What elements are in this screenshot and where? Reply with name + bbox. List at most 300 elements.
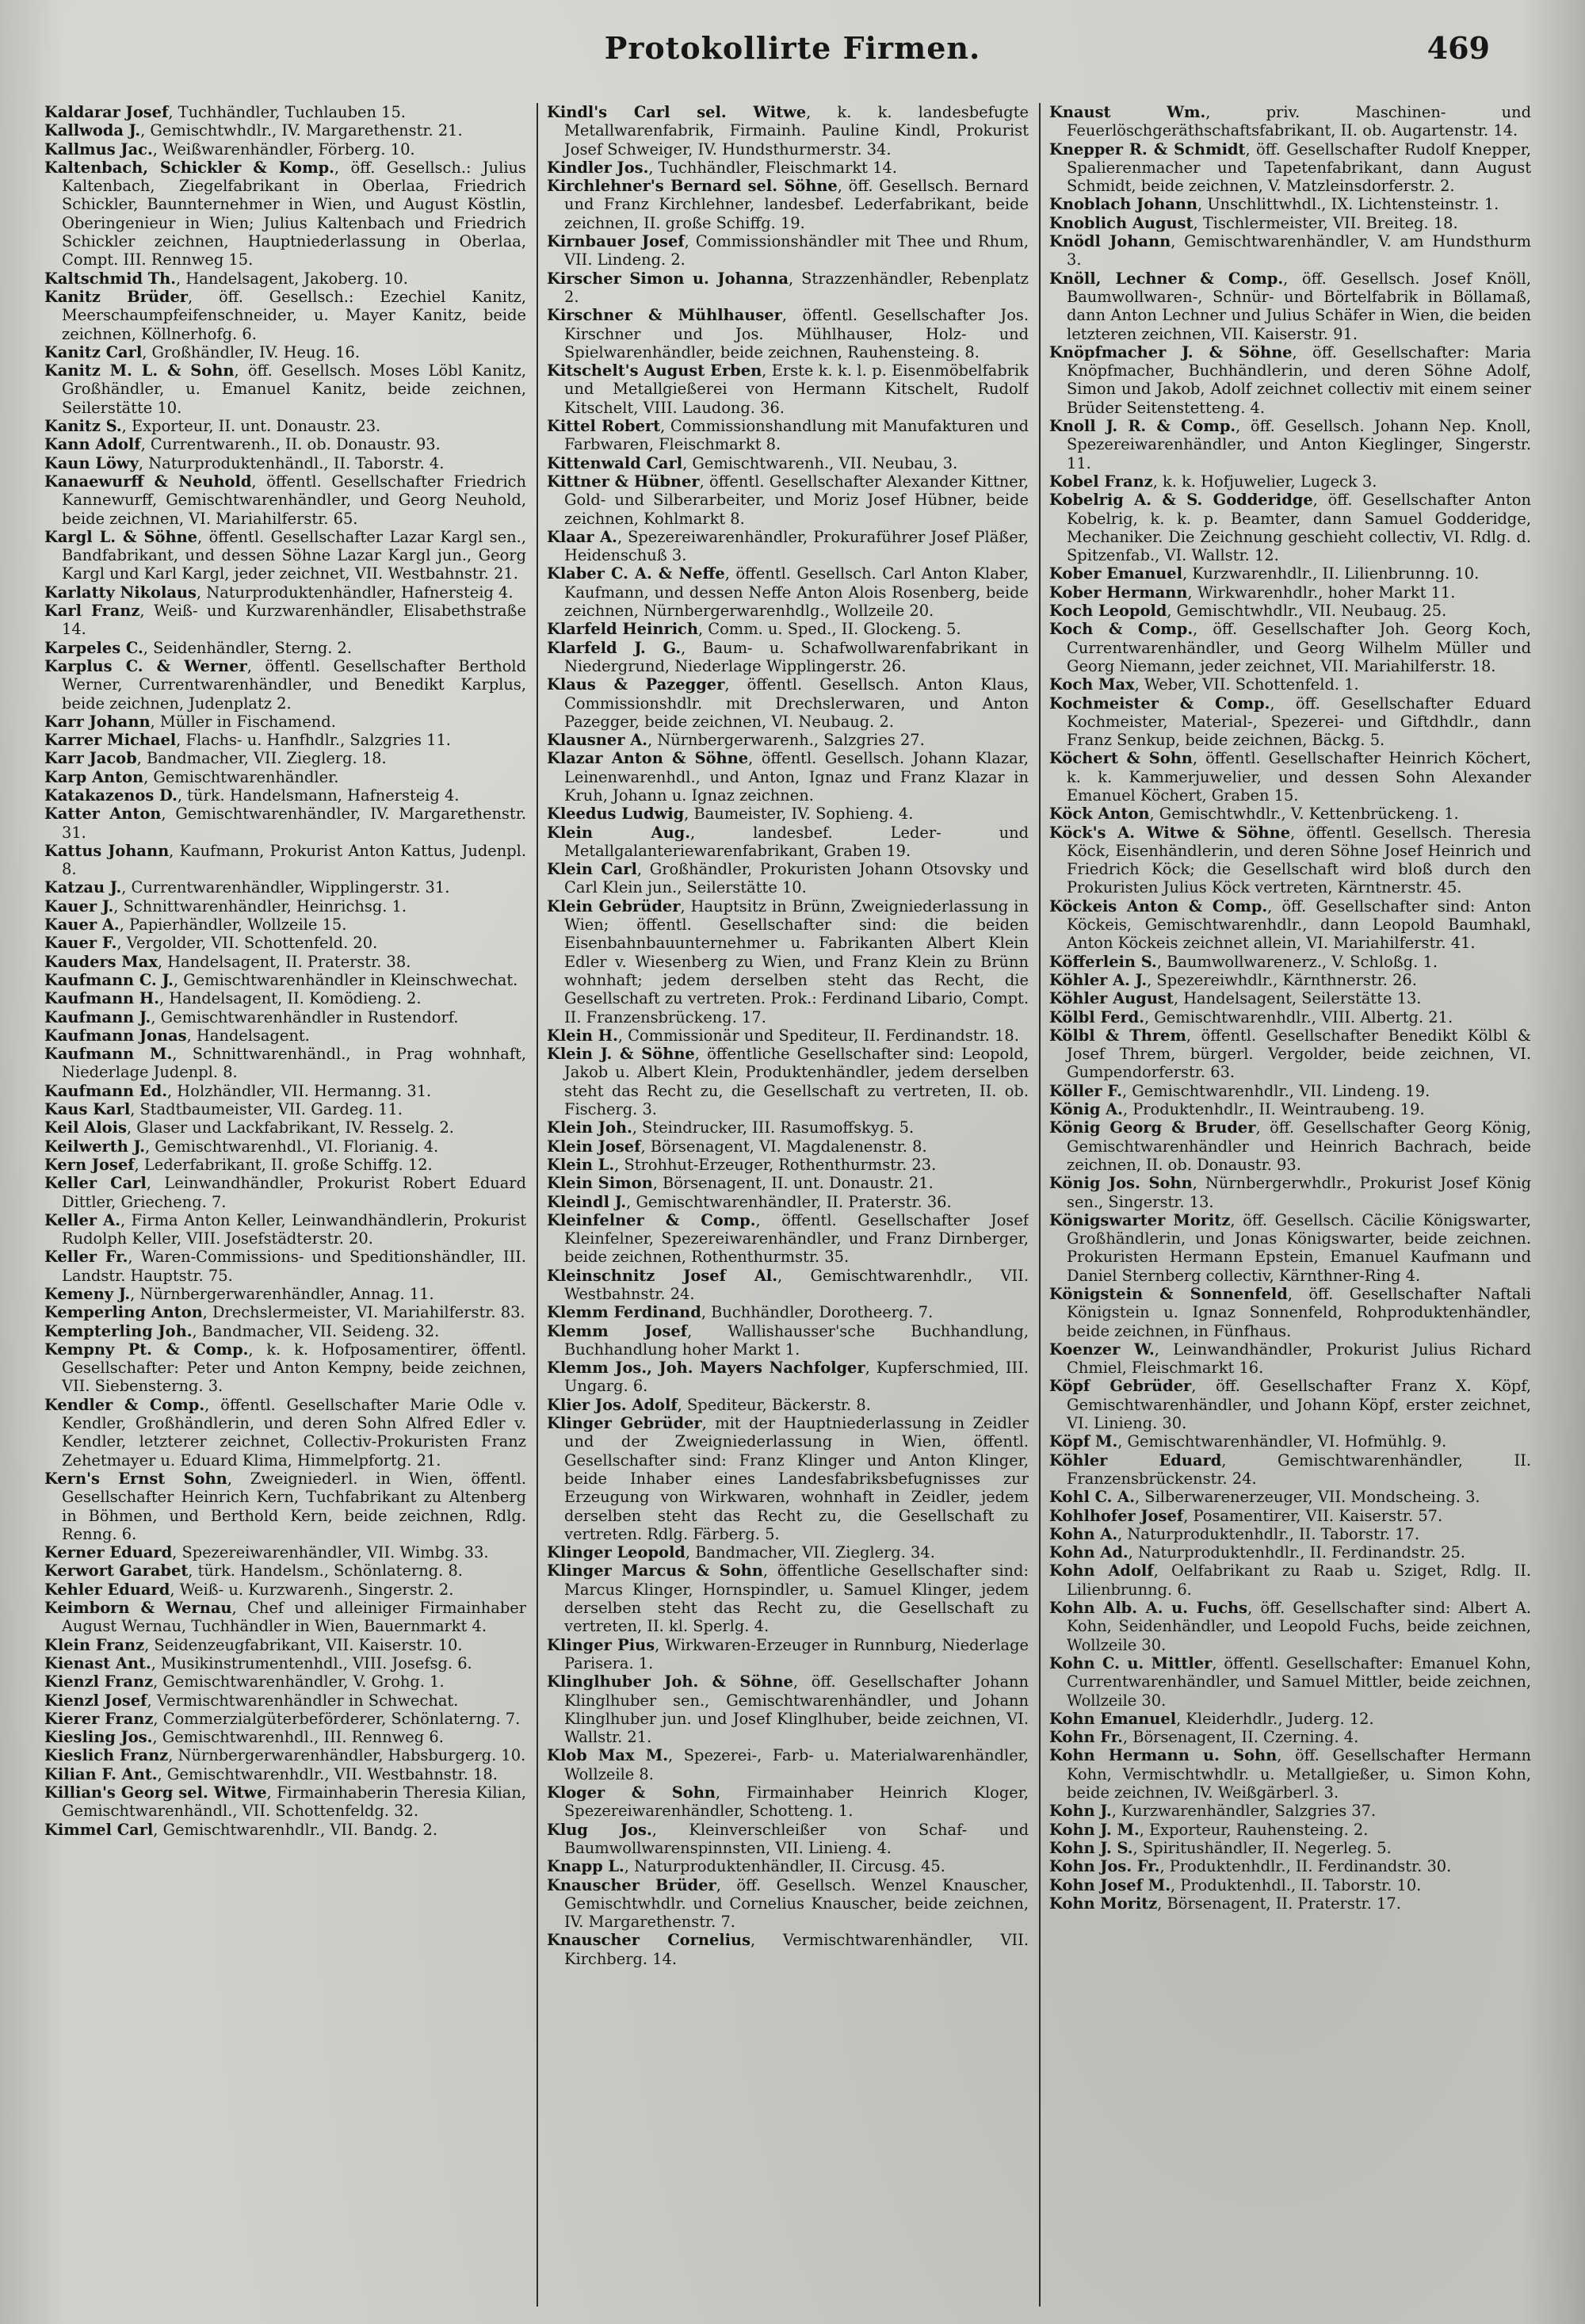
firm-details: , Gemischtwarenhändler. — [143, 767, 339, 786]
firm-details: , Firmainhaber Heinrich Kloger, Spezereiwarenhändler, Schotteng. 1. — [564, 1783, 1029, 1821]
firm-name: Keller Carl — [44, 1174, 147, 1193]
firm-entry — [1049, 824, 1531, 897]
firm-name: Klaar A. — [547, 527, 617, 546]
firm-name: Koch Max — [1049, 675, 1135, 694]
firm-entry — [44, 897, 526, 915]
firm-entry — [44, 1340, 526, 1396]
firm-details: , Posamentirer, VII. Kaiserstr. 57. — [1183, 1506, 1443, 1525]
firm-details: , Glaser und Lackfabrikant, IV. Resselg. 2. — [126, 1118, 454, 1137]
firm-details: , Chef und alleiniger Firmainhaber August Wernau, Tuchhändler in Wien, Bauernmarkt 4. — [62, 1599, 526, 1636]
firm-entry — [1049, 694, 1531, 750]
firm-entry — [44, 1285, 526, 1303]
firm-name: Karrer Michael — [44, 731, 177, 750]
firm-entry — [1049, 1543, 1531, 1561]
firm-details: , öff. Gesellschafter: Maria Knöpfmacher, Buchhändlerin, und deren Söhne Adolf, Simon und Jakob, Adolf zeichnet collectiv mit einem seiner Brüder Seitenstetteng. 4. — [1067, 342, 1531, 417]
firm-name: Knöll, Lechner & Comp. — [1049, 269, 1284, 288]
firm-details: , Vermischtwarenhändler, VII. Kirchberg. 14. — [564, 1931, 1029, 1968]
firm-name: Kaldarar Josef — [44, 103, 169, 121]
firm-name: Kobelrig A. & S. Godderidge — [1049, 491, 1313, 510]
firm-entry — [44, 1100, 526, 1118]
column-1 — [44, 103, 526, 2307]
firm-entry — [1049, 269, 1531, 343]
firm-details: , Stadtbaumeister, VII. Gardeg. 11. — [130, 1100, 403, 1119]
firm-name: Klein J. & Söhne — [547, 1045, 695, 1064]
firm-details: , Waren-Commissions- und Speditionshändler, III. Landstr. Hauptstr. 75. — [62, 1248, 526, 1285]
firm-entry — [1049, 1118, 1531, 1174]
firm-entry — [44, 602, 526, 639]
firm-entry — [547, 1746, 1029, 1783]
firm-name: Kemperling Anton — [44, 1303, 203, 1322]
firm-details: , Spezerei-, Farb- u. Materialwarenhändler, Wollzeile 8. — [564, 1746, 1029, 1783]
firm-details: , türk. Handelsm., Schönlaterng. 8. — [188, 1561, 463, 1581]
firm-name: Klaber C. A. & Neffe — [547, 564, 725, 583]
firm-details: , Tischlermeister, VII. Breiteg. 18. — [1193, 213, 1458, 232]
firm-details: , Musikinstrumentenhdl., VIII. Josefsg. 6. — [151, 1653, 472, 1672]
firm-details: , öffentliche Gesellschafter sind: Marcus Klinger, Hornspindler, u. Samuel Klinger, jedem derselben steht das Recht zu, die Gesellschaft zu vertreten, II. kl. Sperlg. 4. — [564, 1561, 1029, 1636]
firm-name: Kittel Robert — [547, 417, 661, 436]
firm-details: , Naturproduktenhändl., II. Taborstr. 4. — [138, 453, 445, 472]
firm-details: , öff. Gesellschafter Franz X. Köpf, Gemischtwarenhändler, und Johann Köpf, erster zeichnet, VI. Linieng. 30. — [1067, 1377, 1531, 1433]
firm-name: Kirchlehner's Bernard sel. Söhne — [547, 177, 838, 196]
firm-name: Kölbl Ferd. — [1049, 1007, 1144, 1026]
firm-details: , Nürnbergerwhdlr., Prokurist Josef König sen., Singerstr. 13. — [1067, 1174, 1531, 1211]
firm-entry — [547, 1396, 1029, 1414]
firm-name: Klaus & Pazegger — [547, 675, 725, 694]
firm-entry — [44, 288, 526, 343]
firm-name: Köckeis Anton & Comp. — [1049, 896, 1268, 915]
firm-details: , öff. Gesellsch. Johann Nep. Knoll, Spezereiwarenhändler, und Anton Kieglinger, Singerstr. 11. — [1067, 417, 1531, 472]
firm-details: , Börsenagent, II. unt. Donaustr. 21. — [652, 1174, 934, 1193]
firm-name: Kempterling Joh. — [44, 1321, 193, 1340]
firm-details: , Gemischtwarenhdlr., VII. Westbahnstr. 24. — [564, 1266, 1029, 1303]
firm-details: , Bandmacher, VII. Zieglerg. 34. — [685, 1543, 935, 1562]
firm-entry — [44, 1581, 526, 1599]
firm-details: , Wallishausser'sche Buchhandlung, Buchhandlung hoher Markt 1. — [564, 1321, 1029, 1359]
firm-entry — [44, 1137, 526, 1156]
firm-entry — [1049, 602, 1531, 620]
firm-name: Kaltenbach, Schickler & Komp. — [44, 158, 334, 177]
firm-entry — [547, 675, 1029, 731]
firm-entry — [547, 528, 1029, 565]
firm-name: Klemm Josef — [547, 1321, 688, 1340]
firm-details: , öff. Gesellsch. Bernard und Franz Kirchlehner, landesbef. Lederfabrikant, beide zeichnen, II. große Schiffg. 19. — [564, 177, 1029, 232]
firm-details: , Tuchhändler, Fleischmarkt 14. — [648, 158, 897, 177]
firm-name: Klein Gebrüder — [547, 896, 681, 915]
firm-entry — [1049, 1211, 1531, 1285]
firm-name: Knödl Johann — [1049, 232, 1171, 251]
firm-details: , Papierhändler, Wollzeile 15. — [119, 915, 347, 935]
firm-name: Kaun Löwy — [44, 453, 139, 472]
firm-details: , Schnittwarenhändler, Heinrichsg. 1. — [113, 896, 407, 915]
firm-details: , Gemischtwarenhdlr., VII. Westbahnstr. 18. — [157, 1764, 498, 1783]
firm-entry — [547, 1137, 1029, 1156]
firm-details: , Schnittwarenhändl., in Prag wohnhaft, Niederlage Judenpl. 8. — [62, 1045, 526, 1082]
firm-entry — [1049, 583, 1531, 602]
firm-entry — [44, 786, 526, 805]
firm-details: , Exporteur, Rauhensteing. 2. — [1139, 1820, 1369, 1839]
firm-entry — [44, 1156, 526, 1174]
firm-details: , Oelfabrikant zu Raab u. Sziget, Rdlg. II. Lilienbrunng. 6. — [1067, 1561, 1531, 1599]
firm-name: Kauer A. — [44, 915, 120, 935]
firm-name: Kaltschmid Th. — [44, 269, 177, 288]
firm-name: Killian's Georg sel. Witwe — [44, 1783, 267, 1802]
columns-container — [44, 103, 1550, 2307]
firm-name: Kohn Adolf — [1049, 1561, 1154, 1581]
firm-name: Klinger Leopold — [547, 1543, 686, 1562]
firm-entry — [547, 1193, 1029, 1211]
firm-name: Klein Joh. — [547, 1118, 632, 1137]
firm-entry — [547, 749, 1029, 805]
firm-entry — [547, 1118, 1029, 1137]
firm-name: Katzau J. — [44, 878, 122, 897]
firm-entry — [44, 768, 526, 786]
firm-name: Kimmel Carl — [44, 1820, 154, 1839]
firm-details: , Müller in Fischamend. — [150, 712, 336, 731]
firm-name: Kohn Alb. A. u. Fuchs — [1049, 1599, 1248, 1618]
firm-details: , Firma Anton Keller, Leinwandhändlerin, Prokurist Rudolph Keller, VIII. Josefstädterstr. 20. — [62, 1210, 526, 1248]
firm-details: , k. k. Hofposamentirer, öffentl. Gesellschafter: Peter und Anton Kempny, beide zeichnen, VII. Siebensterng. 3. — [62, 1340, 526, 1396]
firm-entry — [44, 1303, 526, 1321]
firm-name: Knapp L. — [547, 1857, 624, 1876]
firm-details: , Vermischtwarenhändler in Schwechat. — [147, 1691, 459, 1710]
firm-name: Köck's A. Witwe & Söhne — [1049, 823, 1291, 842]
firm-entry — [1049, 1746, 1531, 1802]
firm-details: , Gemischtwhdlr., VII. Neubaug. 25. — [1167, 602, 1447, 621]
firm-details: , Großhändler, Prokuristen Johann Otsovsky und Carl Klein jun., Seilerstätte 10. — [564, 860, 1029, 897]
firm-name: Kaus Karl — [44, 1100, 131, 1119]
firm-details: , Naturproduktenhdlr., II. Taborstr. 17. — [1117, 1524, 1420, 1543]
firm-name: Katakazenos D. — [44, 785, 178, 805]
firm-name: Keller A. — [44, 1210, 120, 1229]
firm-entry — [1049, 232, 1531, 269]
firm-name: Kaufmann J. — [44, 1007, 151, 1026]
firm-details: , Buchhändler, Dorotheerg. 7. — [701, 1303, 934, 1322]
firm-entry — [1049, 1599, 1531, 1654]
firm-details: , Handelsagent, Seilerstätte 13. — [1173, 989, 1422, 1008]
firm-entry — [44, 989, 526, 1007]
firm-name: Klein Franz — [44, 1635, 145, 1654]
firm-entry — [1049, 1285, 1531, 1340]
firm-name: Kittenwald Carl — [547, 453, 683, 472]
firm-name: Kohn J. — [1049, 1802, 1112, 1821]
firm-name: Kohlhofer Josef — [1049, 1506, 1184, 1525]
firm-details: , Naturproduktenhändler, II. Circusg. 45. — [624, 1857, 945, 1876]
firm-details: , öffentl. Gesellschafter Heinrich Köchert, k. k. Kammerjuwelier, und dessen Sohn Alexander Emanuel Köchert, Graben 15. — [1067, 749, 1531, 805]
firm-details: , öff. Gesellschafter Johann Klinglhuber sen., Gemischtwarenhändler, und Johann Klinglhuber jun. und Josef Klinglhuber, beide zeichnen, VI. Wallstr. 21. — [564, 1672, 1029, 1747]
firm-entry — [1049, 1894, 1531, 1913]
firm-entry — [44, 1636, 526, 1654]
firm-entry — [547, 1636, 1029, 1673]
firm-entry — [547, 1267, 1029, 1304]
firm-name: Kauer J. — [44, 896, 114, 915]
firm-entry — [1049, 1432, 1531, 1451]
firm-details: , Commissionshandlung mit Manufakturen und Farbwaren, Fleischmarkt 8. — [564, 417, 1029, 454]
firm-details: , Gemischtwarenhändler, IV. Margarethenstr. 31. — [62, 805, 526, 842]
firm-details: , öff. Gesellschafter Joh. Georg Koch, Currentwarenhändler, und Georg Wilhelm Müller und Georg Niemann, jeder zeichnet, VII. Mariahilferstr. 18. — [1067, 620, 1531, 675]
firm-entry — [547, 177, 1029, 232]
firm-name: Kochmeister & Comp. — [1049, 694, 1270, 713]
firm-entry — [1049, 1728, 1531, 1746]
firm-name: Klemm Ferdinand — [547, 1303, 701, 1322]
firm-entry — [1049, 989, 1531, 1007]
firm-entry — [44, 639, 526, 657]
firm-details: , öff. Gesellschafter sind: Anton Köckeis, Gemischtwarenhdlr., dann Leopold Baumhakl, Anton Köckeis zeichnet allein, VI. Mariahilferstr. 41. — [1067, 896, 1531, 953]
firm-name: Koenzer W. — [1049, 1340, 1155, 1359]
firm-name: Klazar Anton & Söhne — [547, 749, 749, 768]
firm-name: Kitschelt's August Erben — [547, 361, 762, 380]
firm-name: Köhler Eduard — [1049, 1451, 1222, 1470]
firm-name: Kohn Moritz — [1049, 1894, 1158, 1913]
firm-name: Kilian F. Ant. — [44, 1764, 158, 1783]
firm-name: Königswarter Moritz — [1049, 1210, 1231, 1229]
firm-details: , Weber, VII. Schottenfeld. 1. — [1134, 675, 1359, 694]
firm-name: Keimborn & Wernau — [44, 1599, 232, 1618]
firm-details: , Gemischtwarenhändler, II. Praterstr. 36. — [626, 1192, 952, 1211]
firm-entry — [44, 749, 526, 767]
firm-details: , Wirkwarenhdlr., hoher Markt 11. — [1187, 583, 1456, 602]
firm-entry — [547, 824, 1029, 861]
firm-name: Klinger Pius — [547, 1635, 655, 1654]
firm-name: Karr Jacob — [44, 749, 137, 768]
firm-name: Kanaewurff & Neuhold — [44, 472, 252, 491]
firm-entry — [547, 805, 1029, 823]
firm-entry — [44, 731, 526, 749]
firm-entry — [1049, 897, 1531, 953]
firm-name: Kanitz Brüder — [44, 287, 189, 306]
firm-name: Kemeny J. — [44, 1285, 131, 1303]
firm-name: Kindl's Carl sel. Witwe — [547, 103, 807, 121]
firm-name: König A. — [1049, 1100, 1123, 1119]
firm-name: Karr Johann — [44, 712, 151, 731]
firm-entry — [44, 269, 526, 288]
firm-entry — [1049, 195, 1531, 213]
firm-name: Königstein & Sonnenfeld — [1049, 1285, 1288, 1303]
firm-name: Karlatty Nikolaus — [44, 583, 197, 602]
firm-entry — [44, 435, 526, 453]
firm-entry — [1049, 103, 1531, 140]
firm-entry — [547, 1543, 1029, 1561]
firm-entry — [547, 1561, 1029, 1635]
firm-entry — [44, 805, 526, 842]
firm-name: Kleedus Ludwig — [547, 805, 685, 824]
firm-details: , öff. Gesellschafter Anton Kobelrig, k. k. p. Beamter, dann Samuel Godderidge, Mechaniker. Die Zeichnung geschieht collectiv, VI. Rdlg. d. Spitzenfab., VI. Wallstr. 12. — [1067, 491, 1531, 565]
firm-entry — [44, 1082, 526, 1100]
firm-details: , Kurzwarenhdlr., II. Lilienbrunng. 10. — [1182, 564, 1480, 583]
firm-details: , Hauptsitz in Brünn, Zweigniederlassung in Wien; öffentl. Gesellschafter sind: die beiden Eisenbahnbauunternehmer u. Fabrikanten Albert Klein Edler v. Wiesenberg zu Wien, und Franz Klein zu Brünn wohnhaft; jedem derselben steht das Recht, die Gesellschaft zu vertreten. Prok.: Ferdinand Libario, Compt. II. Franzensbrückeng. 17. — [564, 896, 1029, 1026]
firm-name: Kohn J. M. — [1049, 1820, 1140, 1839]
firm-entry — [1049, 1876, 1531, 1894]
firm-details: , türk. Handelsmann, Hafnersteig 4. — [177, 785, 460, 805]
firm-entry — [1049, 1654, 1531, 1710]
firm-entry — [547, 1931, 1029, 1968]
firm-details: , öff. Gesellschafter Naftali Königstein u. Ignaz Sonnenfeld, Rohproduktenhändler, beide zeichnen, in Fünfhaus. — [1067, 1285, 1531, 1340]
firm-name: Kohn Josef M. — [1049, 1875, 1171, 1894]
firm-entry — [44, 361, 526, 417]
firm-details: , öff. Gesellsch. Cäcilie Königswarter, Großhändlerin, und Jonas Königswarter, beide zeichnen. Prokuristen Hermann Epstein, Emanuel Kaufmann und Daniel Sternberg collectiv, Kärnthner-Ring 4. — [1067, 1210, 1531, 1285]
firm-details: , Spezereiwarenhändler, Prokuraführer Josef Pläßer, Heidenschuß 3. — [564, 527, 1029, 565]
firm-details: , Bandmacher, VII. Zieglerg. 18. — [136, 749, 387, 768]
firm-entry — [1049, 1008, 1531, 1026]
firm-entry — [1049, 1507, 1531, 1525]
firm-entry — [1049, 343, 1531, 417]
firm-entry — [44, 1599, 526, 1636]
firm-entry — [547, 1303, 1029, 1321]
firm-name: Kölbl & Threm — [1049, 1026, 1186, 1045]
firm-name: Kohn Fr. — [1049, 1728, 1123, 1747]
firm-name: Köck Anton — [1049, 805, 1150, 824]
firm-name: Kanitz Carl — [44, 342, 143, 361]
firm-name: Kittner & Hübner — [547, 472, 700, 491]
firm-details: , Kaufmann, Prokurist Anton Kattus, Judenpl. 8. — [62, 841, 526, 879]
firm-details: , Commerzialgüterbeförderer, Schönlaterng. 7. — [153, 1709, 521, 1728]
firm-details: , Nürnbergerwarenhändler, Annag. 11. — [130, 1285, 434, 1303]
firm-entry — [44, 1470, 526, 1543]
firm-name: Karl Franz — [44, 602, 140, 621]
firm-details: , Gemischtwarenhändler, VI. Hofmühlg. 9. — [1117, 1432, 1447, 1451]
firm-name: Kienast Ant. — [44, 1653, 151, 1672]
firm-details: , Currentwarenhändler, Wipplingerstr. 31. — [121, 878, 450, 897]
firm-name: Kohn A. — [1049, 1524, 1118, 1543]
firm-details: , Kleiderhdlr., Juderg. 12. — [1176, 1709, 1374, 1728]
firm-entry — [1049, 805, 1531, 823]
firm-entry — [1049, 1082, 1531, 1100]
firm-name: Kendler & Comp. — [44, 1395, 205, 1414]
firm-details: , Drechslermeister, VI. Mariahilferstr. 83. — [202, 1303, 525, 1322]
firm-name: Knauscher Brüder — [547, 1875, 716, 1894]
firm-entry — [1049, 564, 1531, 583]
firm-entry — [547, 1156, 1029, 1174]
firm-entry — [44, 1174, 526, 1211]
firm-name: Kohn Hermann u. Sohn — [1049, 1746, 1278, 1765]
firm-name: Klausner A. — [547, 731, 647, 750]
firm-name: Köfferlein S. — [1049, 952, 1157, 971]
firm-details: , Gemischtwhdlr., IV. Margarethenstr. 21. — [140, 121, 463, 140]
firm-entry — [44, 657, 526, 713]
firm-details: , Commissionshändler mit Thee und Rhum, VII. Lindeng. 2. — [564, 232, 1029, 269]
firm-name: Kaufmann Ed. — [44, 1081, 167, 1100]
firm-name: Kienzl Franz — [44, 1672, 154, 1691]
firm-entry — [1049, 1340, 1531, 1378]
firm-details: , Handelsagent, II. Komödieng. 2. — [158, 989, 422, 1008]
firm-entry — [44, 1765, 526, 1783]
firm-name: Klein Carl — [547, 860, 637, 879]
firm-details: , öff. Gesellschafter Hermann Kohn, Vermischtwhdlr. u. Metallgießer, u. Simon Kohn, beide zeichnen, IV. Weißgärberl. 3. — [1067, 1746, 1531, 1802]
firm-name: Kauders Max — [44, 952, 158, 971]
firm-entry — [44, 343, 526, 361]
firm-details: , Gemischtwarenhdlr., VII. Bandg. 2. — [153, 1820, 437, 1839]
firm-entry — [547, 361, 1029, 417]
firm-details: , Exporteur, II. unt. Donaustr. 23. — [121, 417, 381, 436]
firm-details: , öffentl. Gesellschafter Marie Odle v. Kendler, Großhändlerin, und deren Sohn Alfred Edler v. Kendler, letzterer zeichnet, Collectiv-Prokuristen Franz Zehetmayer u. Eduard Klima, Himmelpfortg. 21. — [62, 1395, 526, 1470]
firm-details: , Handelsagent. — [186, 1026, 310, 1045]
firm-entry — [44, 454, 526, 472]
firm-entry — [547, 620, 1029, 638]
firm-entry — [1049, 1100, 1531, 1118]
firm-entry — [547, 1174, 1029, 1192]
firm-entry — [547, 639, 1029, 676]
page-title: Protokollirte Firmen. — [604, 30, 981, 66]
firm-entry — [547, 1414, 1029, 1543]
firm-details: , Gemischtwarenhdlr., VII. Lindeng. 19. — [1121, 1081, 1430, 1100]
firm-name: Karp Anton — [44, 767, 144, 786]
firm-details: , Weißwarenhändler, Förberg. 10. — [152, 140, 415, 159]
firm-name: König Georg & Bruder — [1049, 1118, 1256, 1137]
firm-details: , Steindrucker, III. Rasumoffskyg. 5. — [632, 1118, 915, 1137]
firm-name: Kierer Franz — [44, 1709, 154, 1728]
firm-details: , Naturproduktenhändler, Hafnersteig 4. — [196, 583, 514, 602]
firm-details: , Nürnbergerwarenh., Salzgries 27. — [647, 731, 925, 750]
firm-details: , Weiß- und Kurzwarenhändler, Elisabethstraße 14. — [62, 602, 526, 639]
firm-entry — [547, 1821, 1029, 1858]
firm-details: , Holzhändler, VII. Hermanng. 31. — [166, 1081, 432, 1100]
firm-name: Kargl L. & Söhne — [44, 527, 198, 546]
firm-entry — [44, 1561, 526, 1580]
firm-details: , Wirkwaren-Erzeuger in Runnburg, Niederlage Parisera. 1. — [564, 1635, 1029, 1672]
firm-entry — [44, 953, 526, 971]
firm-details: , öffentl. Gesellschafter: Emanuel Kohn, Currentwarenhändler, und Samuel Mittler, beide zeichnen, Wollzeile 30. — [1067, 1653, 1531, 1710]
firm-details: , Spiritushändler, II. Negerleg. 5. — [1132, 1838, 1392, 1857]
firm-details: , Strazzenhändler, Rebenplatz 2. — [564, 269, 1029, 306]
firm-entry — [44, 971, 526, 989]
firm-details: , Börsenagent, II. Praterstr. 17. — [1157, 1894, 1401, 1913]
firm-name: Knauscher Cornelius — [547, 1931, 751, 1950]
firm-entry — [1049, 971, 1531, 989]
firm-name: Katter Anton — [44, 805, 162, 824]
firm-details: , Unschlittwhdl., IX. Lichtensteinstr. 1. — [1197, 195, 1499, 214]
firm-details: , Großhändler, IV. Heug. 16. — [142, 342, 361, 361]
firm-entry — [44, 878, 526, 896]
firm-entry — [44, 915, 526, 934]
firm-details: , öffentl. Gesellsch. Johann Klazar, Leinenwarenhdl., und Anton, Ignaz und Franz Klazar in Kruh, Johann u. Ignaz zeichnen. — [564, 749, 1029, 805]
firm-name: Köpf M. — [1049, 1432, 1118, 1451]
firm-entry — [44, 159, 526, 269]
firm-name: Kann Adolf — [44, 435, 141, 454]
firm-name: Keilwerth J. — [44, 1137, 145, 1156]
firm-name: Kirnbauer Josef — [547, 232, 685, 251]
firm-entry — [44, 1821, 526, 1839]
firm-details: , Gemischtwarenhändler, V. am Hundsthurm 3. — [1067, 232, 1531, 269]
firm-details: , öffentl. Gesellsch. Anton Klaus, Commissionshdlr. mit Drechslerwaren, und Anton Pazegger, beide zeichnen, VI. Neubaug. 2. — [564, 675, 1029, 731]
firm-name: Klier Jos. Adolf — [547, 1395, 678, 1414]
firm-entry — [547, 1211, 1029, 1267]
firm-name: Kohn Jos. Fr. — [1049, 1857, 1160, 1876]
firm-details: , Gemischtwarenhändler in Kleinschwechat. — [173, 970, 518, 989]
firm-details: , öffentl. Gesellsch. Carl Anton Klaber, Kaufmann, und dessen Neffe Anton Alois Rosenberg, beide zeichnen, Nürnbergerwarenhdlg., Wollzeile 20. — [564, 564, 1029, 621]
firm-entry — [44, 103, 526, 121]
firm-name: Kobel Franz — [1049, 472, 1153, 491]
firm-details: , Gemischtwhdlr., V. Kettenbrückeng. 1. — [1149, 805, 1459, 824]
firm-entry — [1049, 1488, 1531, 1506]
firm-name: Kober Hermann — [1049, 583, 1188, 602]
firm-details: , öff. Gesellsch.: Julius Kaltenbach, Ziegelfabrikant in Oberlaa, Friedrich Schickler, Baunnternehmer in Wien, und August Köstlin, Oberingenieur in Wien; Julius Kaltenbach und Friedrich Schickler zeichnen, Hauptniederlassung in Oberlaa, Compt. III. Rennweg 15. — [62, 158, 526, 269]
firm-entry — [44, 1672, 526, 1691]
firm-entry — [1049, 1561, 1531, 1599]
firm-name: Köhler August — [1049, 989, 1174, 1008]
firm-entry — [44, 934, 526, 952]
firm-entry — [44, 1248, 526, 1285]
firm-details: , k. k. Hofjuwelier, Lugeck 3. — [1152, 472, 1377, 491]
firm-details: , k. k. landesbefugte Metallwarenfabrik, Firmainh. Pauline Kindl, Prokurist Josef Schweiger, IV. Hundsthurmerstr. 34. — [564, 103, 1029, 159]
firm-name: Kohn Ad. — [1049, 1543, 1129, 1562]
firm-details: , öffentliche Gesellschafter sind: Leopold, Jakob u. Albert Klein, Produktenhändler, jedem derselben steht das Recht zu, die Gesellschaft zu vertreten, II. ob. Fischerg. 3. — [564, 1045, 1029, 1119]
firm-name: Keller Fr. — [44, 1248, 128, 1267]
firm-details: , Commissionär und Spediteur, II. Ferdinandstr. 18. — [617, 1026, 1019, 1045]
firm-entry — [547, 860, 1029, 897]
firm-name: Klug Jos. — [547, 1820, 652, 1839]
firm-name: Kern Josef — [44, 1155, 135, 1174]
firm-name: Kober Emanuel — [1049, 564, 1182, 583]
firm-entry — [44, 583, 526, 602]
